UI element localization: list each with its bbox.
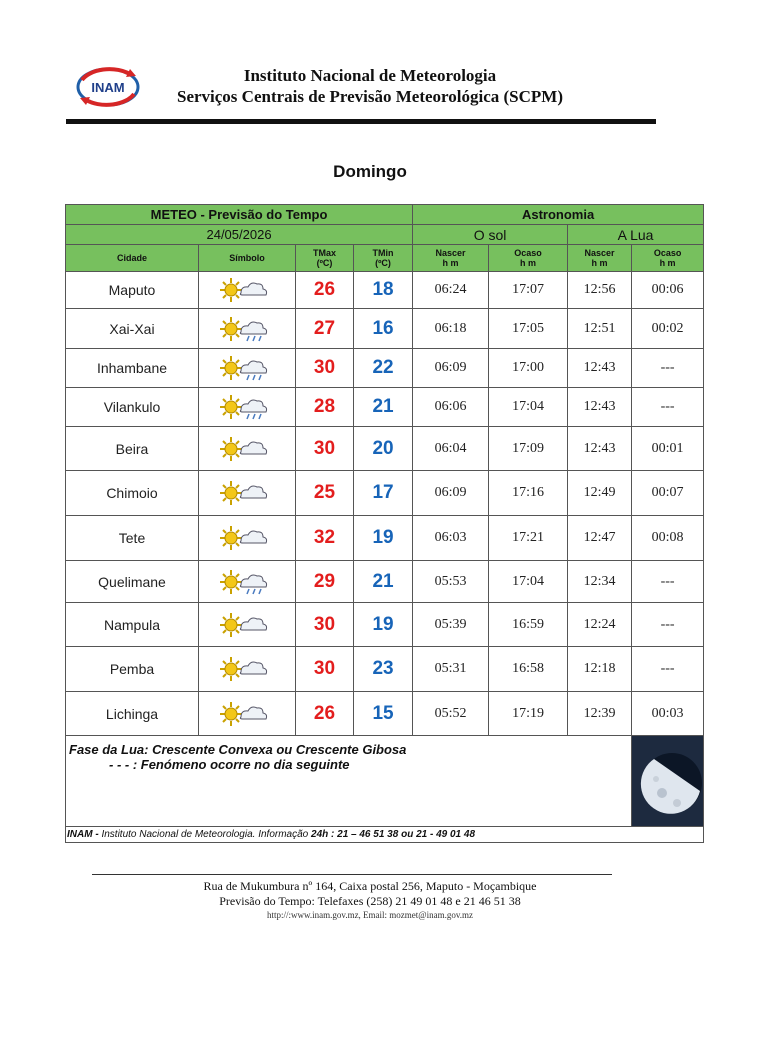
sun-cloud-rain-icon: [199, 309, 296, 349]
svg-text:INAM: INAM: [91, 80, 125, 95]
sunrise-time: 06:09: [413, 471, 489, 516]
sun-cloud-icon: [199, 603, 296, 647]
tmax-value: 26: [296, 692, 354, 736]
meteo-title: METEO - Previsão do Tempo: [66, 205, 413, 225]
forecast-date: 24/05/2026: [66, 225, 413, 245]
moonrise-time: 12:39: [568, 692, 632, 736]
tmin-value: 15: [354, 692, 413, 736]
moonset-time: 00:08: [632, 516, 704, 561]
info-footer: INAM - Instituto Nacional de Meteorologia. Informação 24h : 21 – 46 51 38 ou 21 - 49 01 48: [66, 827, 704, 843]
tmax-value: 27: [296, 309, 354, 349]
sun-cloud-icon: [199, 516, 296, 561]
moonset-time: 00:01: [632, 427, 704, 471]
dash-note: - - - : Fenómeno ocorre no dia seguinte: [109, 757, 350, 772]
col-sunset: Ocaso h m: [489, 245, 568, 272]
legend: [66, 736, 632, 827]
moon-phase-note: Fase da Lua: Crescente Convexa ou Crescente Gibosa: [69, 742, 407, 757]
city-name: Beira: [66, 427, 199, 471]
col-tmax: TMax (ºC): [296, 245, 354, 272]
table-row: [66, 388, 704, 427]
moonset-time: ---: [632, 561, 704, 603]
col-city: Cidade: [66, 245, 199, 272]
table-row: [66, 272, 704, 309]
sunset-time: 17:16: [489, 471, 568, 516]
city-name: Quelimane: [66, 561, 199, 603]
table-row: [66, 349, 704, 388]
moonrise-time: 12:43: [568, 349, 632, 388]
moonset-time: ---: [632, 647, 704, 692]
moonrise-time: 12:18: [568, 647, 632, 692]
tmin-value: 21: [354, 561, 413, 603]
city-name: Vilankulo: [66, 388, 199, 427]
table-row: [66, 471, 704, 516]
sunset-time: 17:05: [489, 309, 568, 349]
col-moonset: Ocaso h m: [632, 245, 704, 272]
moon-title: A Lua: [568, 225, 704, 245]
tmax-value: 30: [296, 427, 354, 471]
table-row: [66, 561, 704, 603]
address-line: Rua de Mukumbura nº 164, Caixa postal 256, Maputo - Moçambique: [203, 879, 537, 893]
tmin-value: 16: [354, 309, 413, 349]
sunset-time: 17:19: [489, 692, 568, 736]
sun-cloud-icon: [199, 272, 296, 309]
tmin-value: 21: [354, 388, 413, 427]
tmax-value: 29: [296, 561, 354, 603]
sunset-time: 17:07: [489, 272, 568, 309]
moonrise-time: 12:47: [568, 516, 632, 561]
sun-cloud-icon: [199, 471, 296, 516]
table-row: [66, 309, 704, 349]
tmax-value: 30: [296, 647, 354, 692]
tmin-value: 23: [354, 647, 413, 692]
sun-cloud-icon: [199, 647, 296, 692]
sunrise-time: 06:18: [413, 309, 489, 349]
city-name: Chimoio: [66, 471, 199, 516]
moonset-time: ---: [632, 388, 704, 427]
document-header: [0, 0, 768, 130]
col-sunrise: Nascer h m: [413, 245, 489, 272]
tmin-value: 22: [354, 349, 413, 388]
sunrise-time: 05:31: [413, 647, 489, 692]
table-row: [66, 647, 704, 692]
tmax-value: 28: [296, 388, 354, 427]
sunset-time: 16:58: [489, 647, 568, 692]
sun-cloud-rain-icon: [199, 561, 296, 603]
tmax-value: 30: [296, 349, 354, 388]
tmax-value: 25: [296, 471, 354, 516]
tmax-value: 32: [296, 516, 354, 561]
tmax-value: 30: [296, 603, 354, 647]
moonset-time: 00:06: [632, 272, 704, 309]
col-tmin: TMin (ºC): [354, 245, 413, 272]
moonrise-time: 12:43: [568, 427, 632, 471]
moonset-time: ---: [632, 349, 704, 388]
table-row: [66, 516, 704, 561]
tmin-value: 17: [354, 471, 413, 516]
sunset-time: 17:21: [489, 516, 568, 561]
moonset-time: 00:03: [632, 692, 704, 736]
moonrise-time: 12:34: [568, 561, 632, 603]
footer-rule: [92, 874, 612, 875]
moon-phase-image: [632, 736, 704, 827]
sun-cloud-icon: [199, 692, 296, 736]
astronomy-title: Astronomia: [413, 205, 704, 225]
moonrise-time: 12:49: [568, 471, 632, 516]
city-name: Lichinga: [66, 692, 199, 736]
sunset-time: 17:09: [489, 427, 568, 471]
sunrise-time: 05:39: [413, 603, 489, 647]
col-symbol: Símbolo: [199, 245, 296, 272]
inam-logo: [74, 64, 142, 110]
sunrise-time: 06:03: [413, 516, 489, 561]
moonrise-time: 12:43: [568, 388, 632, 427]
service-name: Serviços Centrais de Previsão Meteorológica (SCPM): [176, 87, 564, 106]
tmin-value: 19: [354, 603, 413, 647]
city-name: Xai-Xai: [66, 309, 199, 349]
table-row: [66, 427, 704, 471]
sun-cloud-icon: [199, 427, 296, 471]
sunset-time: 17:04: [489, 561, 568, 603]
moonset-time: 00:02: [632, 309, 704, 349]
sun-cloud-rain-icon: [199, 388, 296, 427]
city-name: Inhambane: [66, 349, 199, 388]
sun-title: O sol: [413, 225, 568, 245]
city-name: Tete: [66, 516, 199, 561]
moonrise-time: 12:24: [568, 603, 632, 647]
sunrise-time: 06:09: [413, 349, 489, 388]
moonset-time: ---: [632, 603, 704, 647]
tmin-value: 18: [354, 272, 413, 309]
sunrise-time: 06:24: [413, 272, 489, 309]
institute-name: Instituto Nacional de Meteorologia: [243, 66, 497, 85]
moonrise-time: 12:56: [568, 272, 632, 309]
sunrise-time: 06:06: [413, 388, 489, 427]
city-name: Nampula: [66, 603, 199, 647]
sunset-time: 17:04: [489, 388, 568, 427]
day-title: Domingo: [333, 162, 407, 181]
moonrise-time: 12:51: [568, 309, 632, 349]
header-rule: [66, 119, 656, 124]
table-row: [66, 603, 704, 647]
forecast-table: [65, 204, 704, 843]
sunset-time: 17:00: [489, 349, 568, 388]
city-name: Pemba: [66, 647, 199, 692]
sunrise-time: 05:53: [413, 561, 489, 603]
table-row: [66, 692, 704, 736]
web-email-line: http://:www.inam.gov.mz, Email: mozmet@inam.gov.mz: [266, 910, 473, 920]
sunset-time: 16:59: [489, 603, 568, 647]
tmin-value: 19: [354, 516, 413, 561]
phone-line: Previsão do Tempo: Telefaxes (258) 21 49 01 48 e 21 46 51 38: [219, 894, 521, 908]
sunrise-time: 05:52: [413, 692, 489, 736]
col-moonrise: Nascer h m: [568, 245, 632, 272]
tmax-value: 26: [296, 272, 354, 309]
sunrise-time: 06:04: [413, 427, 489, 471]
city-name: Maputo: [66, 272, 199, 309]
tmin-value: 20: [354, 427, 413, 471]
sun-cloud-rain-icon: [199, 349, 296, 388]
moonset-time: 00:07: [632, 471, 704, 516]
